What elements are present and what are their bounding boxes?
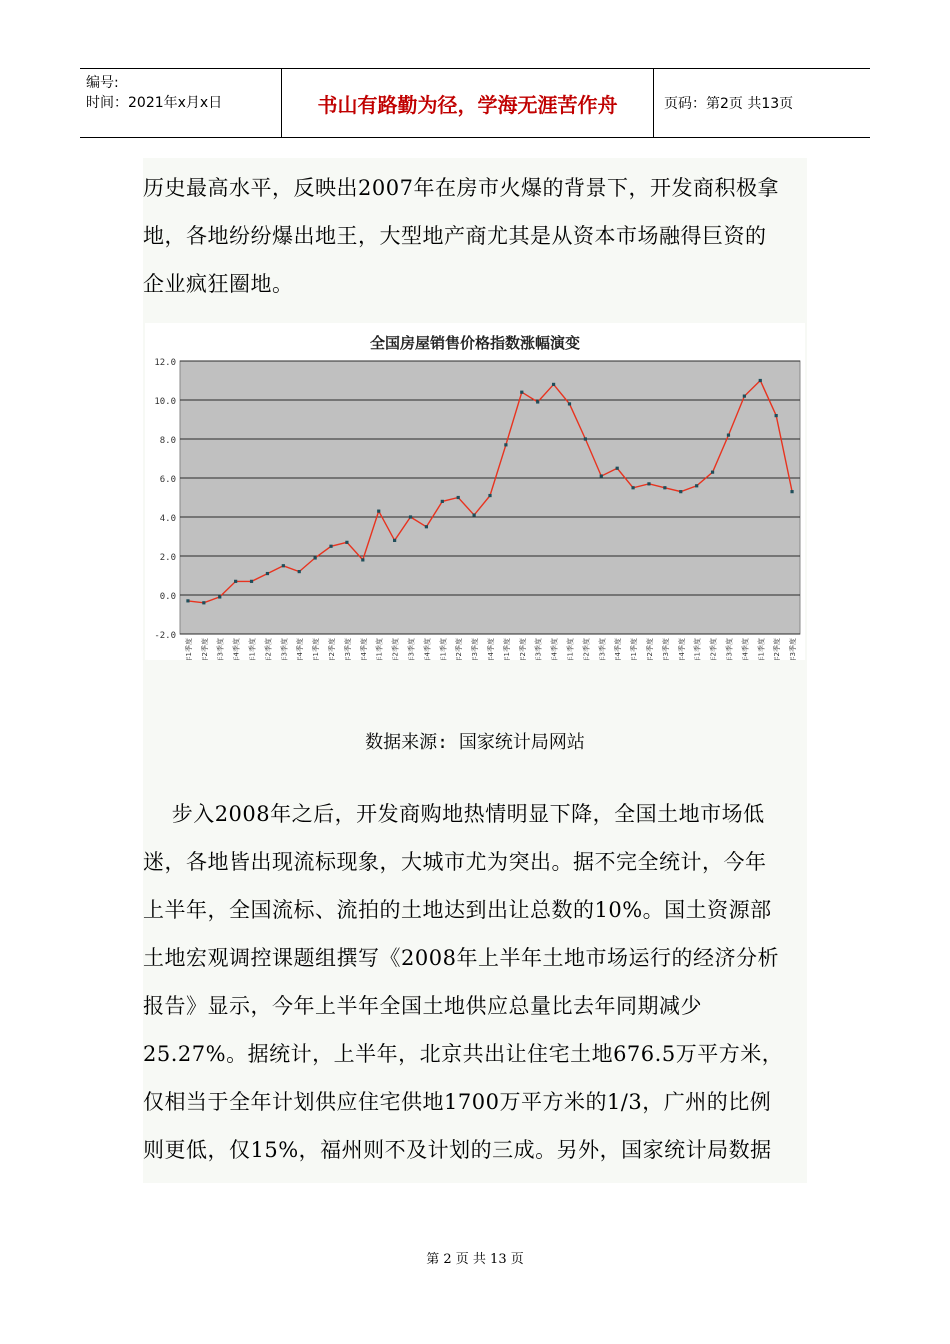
x-tick-label: 2008年3季度 (789, 638, 798, 660)
x-tick-label: 2007年3季度 (725, 638, 734, 660)
data-point (647, 482, 650, 485)
x-tick-label: 2007年4季度 (741, 638, 750, 660)
plot-area (180, 361, 800, 634)
x-tick-label: 2003年2季度 (455, 638, 464, 660)
x-tick-label: 2003年3季度 (471, 638, 480, 660)
paragraph-line: 土地宏观调控课题组撰写《2008年上半年土地市场运行的经济分析 (143, 946, 779, 970)
data-point (393, 539, 396, 542)
x-tick-label: 2008年2季度 (773, 638, 782, 660)
chart-title: 全国房屋销售价格指数涨幅演变 (369, 334, 581, 352)
paragraph-1 (143, 164, 807, 308)
x-tick-label: 1999年2季度 (200, 638, 209, 660)
y-tick-label: 2.0 (159, 553, 176, 563)
x-tick-label: 1999年4季度 (232, 638, 241, 660)
data-point (266, 572, 269, 575)
x-tick-label: 2005年2季度 (582, 638, 591, 660)
x-tick-label: 2004年1季度 (502, 638, 511, 660)
paragraph-line: 则更低，仅15%，福州则不及计划的三成。另外，国家统计局数据 (143, 1138, 772, 1162)
x-tick-label: 2003年1季度 (439, 638, 448, 660)
x-tick-label: 2007年2季度 (709, 638, 718, 660)
data-point (631, 486, 634, 489)
data-point (298, 570, 301, 573)
x-tick-label: 2002年3季度 (407, 638, 416, 660)
x-tick-label: 2003年4季度 (487, 638, 495, 660)
data-point (616, 467, 619, 470)
data-point (552, 383, 555, 386)
paragraph-line: 25.27%。据统计，上半年，北京共出让住宅土地676.5万平方米， (143, 1042, 784, 1066)
data-point (409, 515, 412, 518)
x-tick-label: 2001年2季度 (328, 638, 337, 660)
x-tick-label: 2001年4季度 (359, 638, 368, 660)
y-tick-label: 6.0 (159, 475, 176, 485)
data-point (361, 558, 364, 561)
data-point (520, 391, 523, 394)
x-tick-label: 2007年1季度 (693, 638, 702, 660)
x-tick-label: 2002年2季度 (391, 638, 400, 660)
x-tick-label: 2000年4季度 (296, 638, 305, 660)
paragraph-line: 上半年，全国流标、流拍的土地达到出让总数的10%。国土资源部 (143, 898, 772, 922)
x-tick-label: 2006年1季度 (630, 638, 639, 660)
data-point (441, 500, 444, 503)
x-tick-label: 2000年2季度 (264, 638, 273, 660)
data-point (186, 599, 189, 602)
x-axis-ticks (184, 638, 797, 660)
data-point (425, 525, 428, 528)
number-label: 编号: (86, 75, 119, 91)
data-point (759, 379, 762, 382)
data-point (234, 580, 237, 583)
data-point (679, 490, 682, 493)
x-tick-label: 2002年1季度 (375, 638, 384, 660)
paragraph-line: 地，各地纷纷爆出地王，大型地产商尤其是从资本市场融得巨资的 (143, 224, 767, 248)
header-motto: 书山有路勤为径，学海无涯苦作舟 (282, 69, 654, 137)
x-tick-label: 2008年1季度 (757, 638, 766, 660)
data-point (250, 580, 253, 583)
source-caption: 数据来源: 国家统计局网站 (365, 732, 585, 753)
x-tick-label: 2006年3季度 (661, 638, 670, 660)
x-tick-label: 2000年1季度 (248, 638, 257, 660)
data-point (504, 443, 507, 446)
y-tick-label: -2.0 (154, 631, 176, 641)
data-point (457, 496, 460, 499)
chart-svg (145, 323, 805, 660)
data-point (488, 494, 491, 497)
price-index-chart (145, 323, 805, 660)
header-table (80, 68, 870, 138)
paragraph-line: 历史最高水平，反映出2007年在房市火爆的背景下，开发商积极拿 (143, 176, 779, 200)
data-point (202, 601, 205, 604)
paragraph-line: 企业疯狂圈地。 (143, 272, 294, 296)
y-tick-label: 10.0 (154, 397, 176, 407)
x-tick-label: 2001年1季度 (312, 638, 321, 660)
data-point (329, 545, 332, 548)
x-tick-label: 2004年4季度 (550, 638, 559, 660)
data-point (584, 437, 587, 440)
x-tick-label: 1999年1季度 (184, 638, 193, 660)
header-page-label: 页码：第2页 共13页 (664, 96, 794, 112)
data-point (663, 486, 666, 489)
data-point (790, 490, 793, 493)
paragraph-line: 步入2008年之后，开发商购地热情明显下降，全国土地市场低 (143, 802, 765, 826)
x-tick-label: 2006年4季度 (677, 638, 686, 660)
data-point (314, 556, 317, 559)
data-point (218, 595, 221, 598)
data-point (473, 513, 476, 516)
x-tick-label: 2004年3季度 (534, 638, 543, 660)
y-tick-label: 12.0 (154, 358, 176, 368)
x-tick-label: 2006年2季度 (645, 638, 654, 660)
data-point (743, 395, 746, 398)
data-point (711, 471, 714, 474)
data-point (377, 510, 380, 513)
y-tick-label: 4.0 (159, 514, 176, 524)
x-tick-label: 2005年4季度 (614, 638, 623, 660)
time-label: 时间：2021年x月x日 (86, 95, 223, 111)
data-point (568, 402, 571, 405)
data-point (775, 414, 778, 417)
paragraph-line: 仅相当于全年计划供应住宅供地1700万平方米的1/3，广州的比例 (143, 1090, 772, 1114)
data-point (282, 564, 285, 567)
data-point (536, 400, 539, 403)
x-tick-label: 2001年3季度 (343, 638, 352, 660)
y-tick-label: 0.0 (159, 592, 176, 602)
y-axis-ticks (154, 358, 176, 641)
x-tick-label: 2000年3季度 (280, 638, 289, 660)
data-point (345, 541, 348, 544)
data-point (600, 474, 603, 477)
page-footer: 第 2 页 共 13 页 (426, 1252, 524, 1267)
x-tick-label: 2002年4季度 (423, 638, 432, 660)
x-tick-label: 2005年3季度 (598, 638, 607, 660)
x-tick-label: 1999年3季度 (216, 638, 225, 660)
data-point (727, 434, 730, 437)
header-meta (80, 69, 282, 137)
paragraph-line: 报告》显示，今年上半年全国土地供应总量比去年同期减少 (143, 994, 702, 1018)
x-tick-label: 2004年2季度 (518, 638, 527, 660)
x-tick-label: 2005年1季度 (566, 638, 575, 660)
data-point (695, 484, 698, 487)
y-tick-label: 8.0 (159, 436, 176, 446)
paragraph-2 (143, 790, 807, 1174)
paragraph-line: 迷，各地皆出现流标现象，大城市尤为突出。据不完全统计，今年 (143, 850, 767, 874)
